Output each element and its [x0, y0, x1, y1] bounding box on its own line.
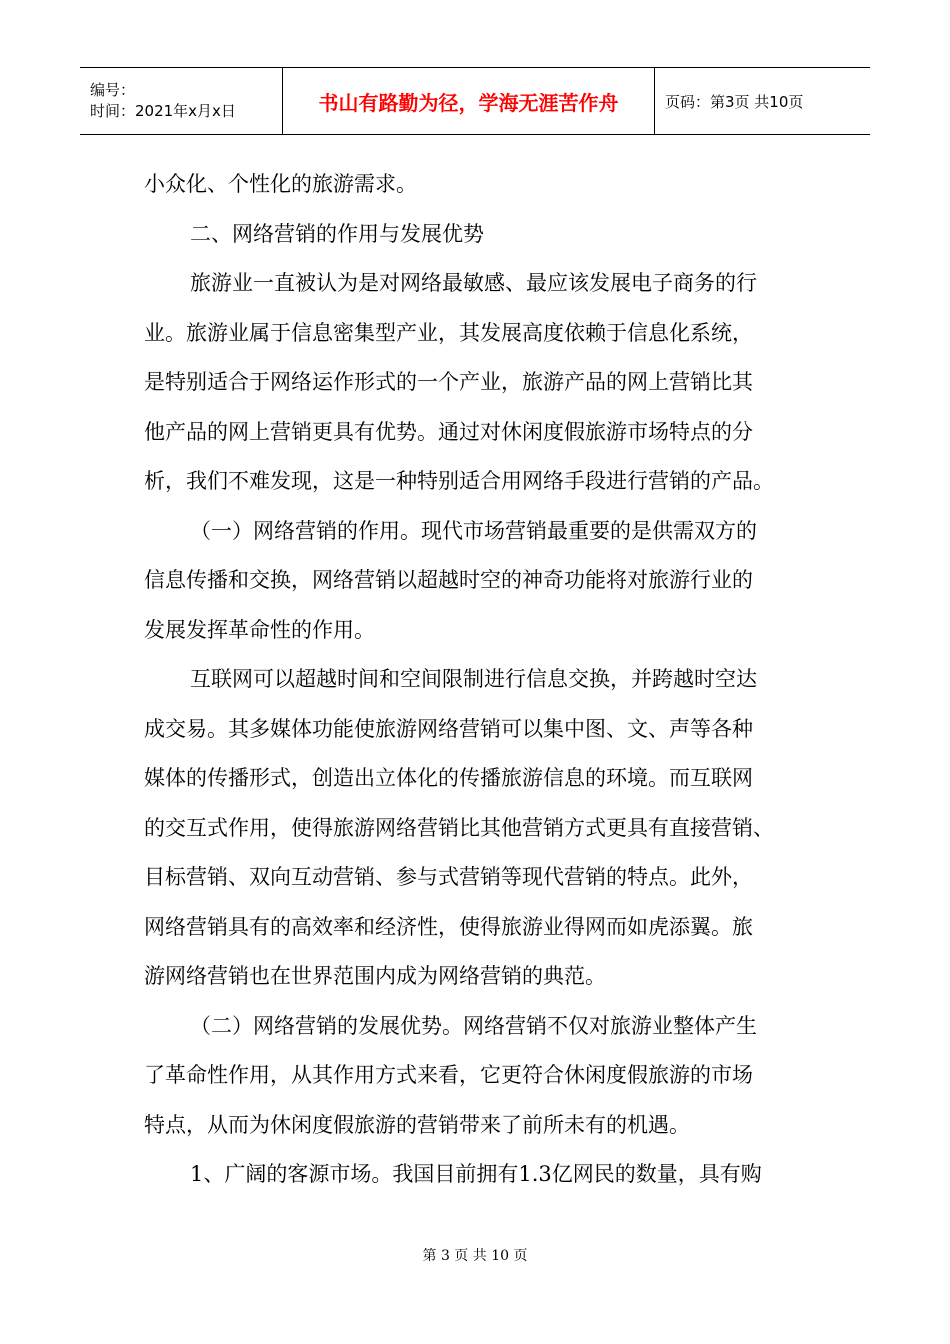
text-line: 1、广阔的客源市场。我国目前拥有1.3亿网民的数量，具有购	[190, 1162, 762, 1186]
text-line: 业。旅游业属于信息密集型产业，其发展高度依赖于信息化系统，	[144, 320, 753, 345]
text-line: （一）网络营销的作用。现代市场营销最重要的是供需双方的	[190, 518, 757, 543]
text-line: 旅游业一直被认为是对网络最敏感、最应该发展电子商务的行	[190, 271, 757, 295]
header-page-cell	[655, 68, 870, 134]
header-table	[80, 67, 870, 135]
text-line: （二）网络营销的发展优势。网络营销不仅对旅游业整体产生	[190, 1013, 757, 1038]
header-motto-cell	[283, 68, 655, 134]
paragraph-intro-tail	[144, 160, 824, 210]
document-number-label: 编号：	[90, 81, 136, 99]
text-line: 小众化、个性化的旅游需求。	[144, 172, 417, 196]
text-line: 他产品的网上营销更具有优势。通过对休闲度假旅游市场特点的分	[144, 419, 753, 444]
header-motto: 书山有路勤为径，学海无涯苦作舟	[318, 90, 619, 115]
text-line: 网络营销具有的高效率和经济性，使得旅游业得网而如虎添翼。旅	[144, 914, 753, 939]
section-heading	[144, 210, 824, 260]
header-meta-cell	[80, 68, 283, 134]
text-line: 二、网络营销的作用与发展优势	[190, 221, 484, 246]
paragraph	[144, 655, 824, 1002]
paragraph	[144, 259, 824, 507]
text-line: 特点，从而为休闲度假旅游的营销带来了前所未有的机遇。	[144, 1112, 690, 1137]
document-time-label: 时间：2021年x月x日	[90, 102, 236, 120]
paragraph	[144, 507, 824, 656]
text-line: 互联网可以超越时间和空间限制进行信息交换，并跨越时空达	[190, 667, 757, 691]
text-line: 是特别适合于网络运作形式的一个产业，旅游产品的网上营销比其	[144, 370, 753, 394]
text-line: 析，我们不难发现，这是一种特别适合用网络手段进行营销的产品。	[144, 469, 774, 493]
text-line: 了革命性作用，从其作用方式来看，它更符合休闲度假旅游的市场	[144, 1063, 753, 1087]
text-line: 的交互式作用，使得旅游网络营销比其他营销方式更具有直接营销、	[144, 815, 774, 840]
paragraph	[144, 1150, 824, 1200]
text-line: 成交易。其多媒体功能使旅游网络营销可以集中图、文、声等各种	[144, 716, 753, 741]
text-line: 信息传播和交换，网络营销以超越时空的神奇功能将对旅游行业的	[144, 568, 753, 592]
text-line: 游网络营销也在世界范围内成为网络营销的典范。	[144, 964, 606, 988]
footer-page-number: 第 3 页 共 10 页	[422, 1248, 528, 1264]
document-body	[144, 160, 824, 1200]
header-page-info: 页码：第3页 共10页	[665, 92, 804, 111]
text-line: 发展发挥革命性的作用。	[144, 617, 375, 642]
text-line: 目标营销、双向互动营销、参与式营销等现代营销的特点。此外，	[144, 865, 753, 889]
page-footer	[0, 1245, 950, 1265]
text-line: 媒体的传播形式，创造出立体化的传播旅游信息的环境。而互联网	[144, 766, 753, 790]
paragraph	[144, 1002, 824, 1151]
